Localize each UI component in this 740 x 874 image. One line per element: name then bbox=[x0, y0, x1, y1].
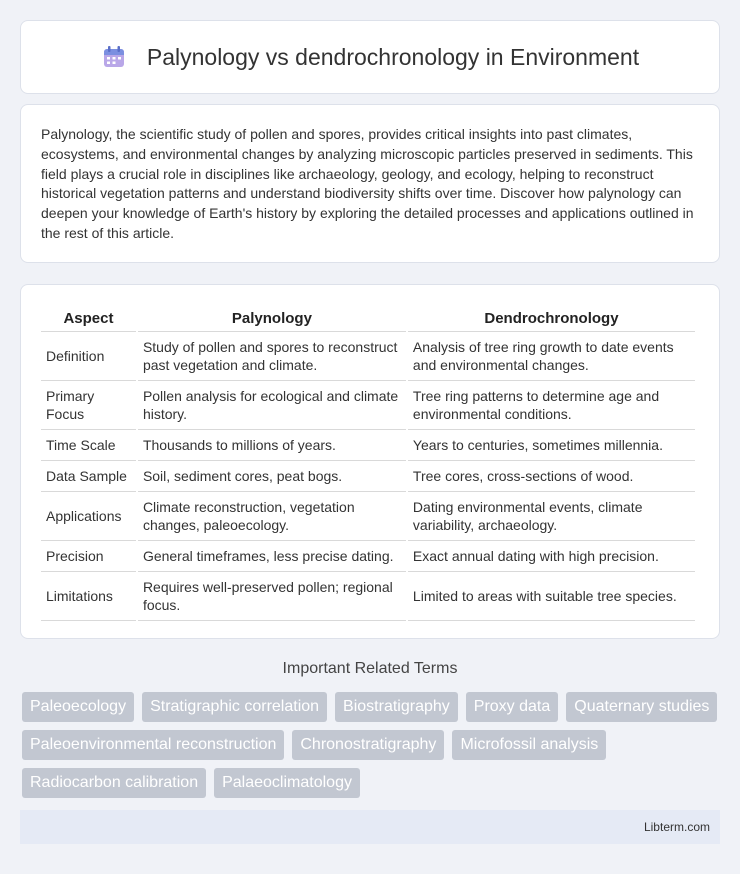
footer bbox=[20, 810, 720, 844]
header-dendrochronology: Dendrochronology bbox=[408, 304, 695, 332]
table-row bbox=[41, 492, 695, 541]
term-tag[interactable]: Chronostratigraphy bbox=[292, 730, 444, 760]
table-row bbox=[41, 332, 695, 381]
term-tag[interactable]: Proxy data bbox=[466, 692, 558, 722]
related-terms-list bbox=[22, 692, 722, 798]
cell-dendrochronology: Years to centuries, sometimes millennia. bbox=[408, 430, 695, 461]
cell-aspect: Precision bbox=[41, 541, 136, 572]
cell-dendrochronology: Analysis of tree ring growth to date events and environmental changes. bbox=[408, 332, 695, 381]
cell-aspect: Definition bbox=[41, 332, 136, 381]
term-tag[interactable]: Palaeoclimatology bbox=[214, 768, 360, 798]
intro-card bbox=[20, 104, 720, 263]
cell-aspect: Limitations bbox=[41, 572, 136, 621]
term-tag[interactable]: Stratigraphic correlation bbox=[142, 692, 327, 722]
term-tag[interactable]: Paleoecology bbox=[22, 692, 134, 722]
term-tag[interactable]: Paleoenvironmental reconstruction bbox=[22, 730, 284, 760]
term-tag[interactable]: Quaternary studies bbox=[566, 692, 717, 722]
cell-palynology: Climate reconstruction, vegetation changes, paleoecology. bbox=[138, 492, 406, 541]
table-row bbox=[41, 541, 695, 572]
cell-dendrochronology: Limited to areas with suitable tree species. bbox=[408, 572, 695, 621]
cell-palynology: Study of pollen and spores to reconstruct past vegetation and climate. bbox=[138, 332, 406, 381]
table-row bbox=[41, 461, 695, 492]
cell-palynology: Requires well-preserved pollen; regional focus. bbox=[138, 572, 406, 621]
calendar-icon bbox=[101, 44, 127, 70]
cell-dendrochronology: Exact annual dating with high precision. bbox=[408, 541, 695, 572]
page-title: Palynology vs dendrochronology in Environment bbox=[146, 43, 640, 70]
cell-dendrochronology: Tree ring patterns to determine age and environmental conditions. bbox=[408, 381, 695, 430]
cell-palynology: Pollen analysis for ecological and climate history. bbox=[138, 381, 406, 430]
term-tag[interactable]: Microfossil analysis bbox=[452, 730, 606, 760]
intro-paragraph: Palynology, the scientific study of pollen and spores, provides critical insights into past climates, ecosystems, and environmental changes by analyzing microscopic particles preserved in sediments. This field plays a crucial role in disciplines like archaeology, geology, and ecology, helping to reconstruct historical vegetation patterns and understand biodiversity shifts over time. Discover how palynology can deepen your knowledge of Earth's history by exploring the detailed processes and applications outlined in the rest of this article. bbox=[41, 126, 694, 241]
header-aspect: Aspect bbox=[41, 304, 136, 332]
term-tag[interactable]: Radiocarbon calibration bbox=[22, 768, 206, 798]
cell-aspect: Data Sample bbox=[41, 461, 136, 492]
header-palynology: Palynology bbox=[138, 304, 406, 332]
footer-site-link[interactable]: Libterm.com bbox=[643, 820, 710, 834]
cell-aspect: Primary Focus bbox=[41, 381, 136, 430]
related-terms-heading: Important Related Terms bbox=[282, 660, 458, 677]
cell-palynology: Soil, sediment cores, peat bogs. bbox=[138, 461, 406, 492]
table-row bbox=[41, 381, 695, 430]
cell-palynology: Thousands to millions of years. bbox=[138, 430, 406, 461]
cell-dendrochronology: Dating environmental events, climate variability, archaeology. bbox=[408, 492, 695, 541]
cell-dendrochronology: Tree cores, cross-sections of wood. bbox=[408, 461, 695, 492]
table-header-row bbox=[41, 304, 695, 332]
term-tag[interactable]: Biostratigraphy bbox=[335, 692, 458, 722]
comparison-table bbox=[39, 304, 697, 621]
table-row bbox=[41, 430, 695, 461]
cell-aspect: Applications bbox=[41, 492, 136, 541]
header-card bbox=[20, 20, 720, 94]
cell-palynology: General timeframes, less precise dating. bbox=[138, 541, 406, 572]
table-row bbox=[41, 572, 695, 621]
cell-aspect: Time Scale bbox=[41, 430, 136, 461]
comparison-table-card bbox=[20, 284, 720, 639]
